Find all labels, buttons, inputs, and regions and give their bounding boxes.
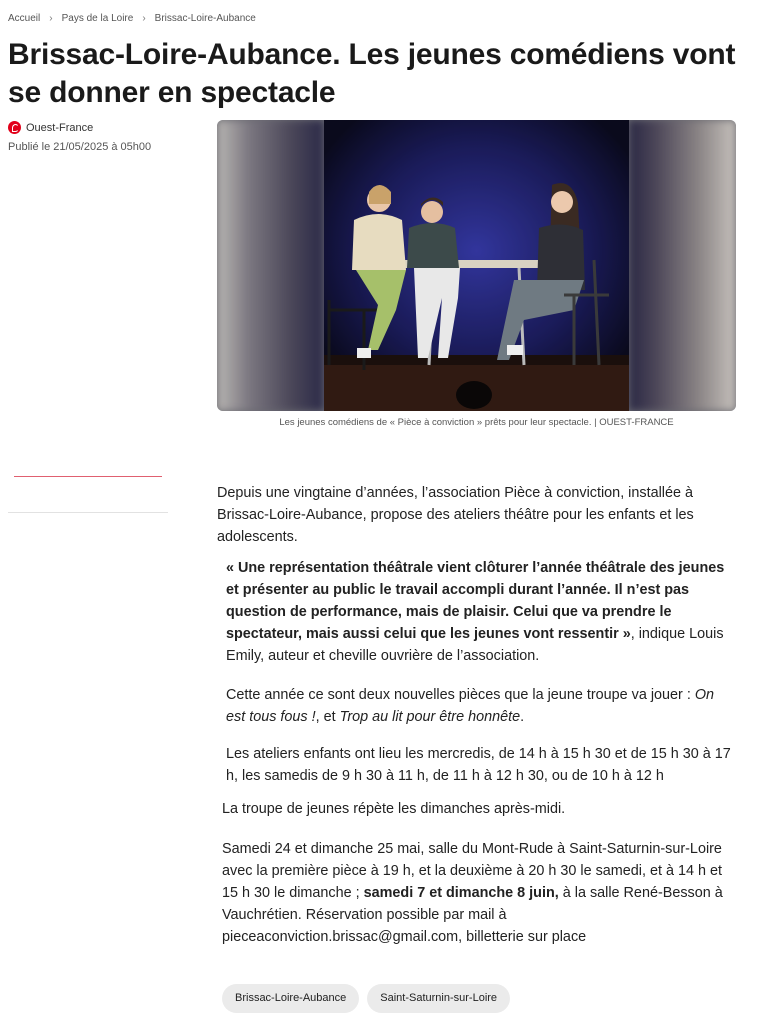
page-title: Brissac-Loire-Aubance. Les jeunes comédiens vont se donner en spectacle [8,38,736,109]
ouest-france-logo-icon [8,121,21,134]
play-title-1: On est tous fous ! [226,687,715,725]
dates-bold: samedi 7 et dimanche 8 juin, [363,885,559,901]
stage-photo [324,120,629,411]
dates-start: Samedi 24 et dimanche 25 mai, salle du Mont-Rude à Saint-Saturnin-sur-Loire avec la première pièce à 19 h, et la deuxième à 20 h 30 le samedi, et à 14 h et 15 h 30 le dimanche ; [222,841,722,901]
article-paragraph-schedule: Les ateliers enfants ont lieu les mercredis, de 14 h à 15 h 30 et de 15 h 30 à 17 h, les samedis de 9 h 30 à 11 h, de 11 h à 12 h 30, ou de 10 h à 12 h [226,746,731,784]
breadcrumb-region-link[interactable]: Pays de la Loire [61,13,134,24]
plays-intro: Cette année ce sont deux nouvelles pièces que la jeune troupe va jouer : [226,687,695,703]
sidebar-divider [8,512,168,513]
play-title-2: Trop au lit pour être honnête [339,709,521,725]
plays-end: . [520,709,525,725]
breadcrumb-city-link[interactable]: Brissac-Loire-Aubance [154,13,256,24]
tag-saint-saturnin-sur-loire[interactable]: Saint-Saturnin-sur-Loire [367,984,510,1013]
audience-head-silhouette [456,381,492,409]
tag-list [222,984,510,1013]
plays-connector: , et [315,709,340,725]
breadcrumb [8,13,256,24]
photo-blur-right [629,120,736,411]
article-paragraph-intro: Depuis une vingtaine d’années, l’association Pièce à conviction, installée à Brissac-Loire-Aubance, propose des ateliers théâtre pour les enfants et les adolescents. [217,485,694,545]
quote-attribution: , indique Louis Emily, auteur et cheville ouvrière de l’association. [226,626,724,664]
chevron-right-icon: › [142,13,146,24]
dates-end: à la salle René-Besson à Vauchrétien. Réservation possible par mail à pieceaconviction.brissac@gmail.com, billetterie sur place [222,885,723,945]
photo-caption: Les jeunes comédiens de « Pièce à conviction » prêts pour leur spectacle. | OUEST-FRANCE [279,417,674,428]
photo-blur-left [217,120,324,411]
publish-date: Publié le 21/05/2025 à 05h00 [8,141,152,153]
article-paragraph-rehearsal: La troupe de jeunes répète les dimanches après-midi. [222,801,566,817]
article-paragraph-plays [226,684,736,728]
sidebar-divider-accent [14,476,162,477]
article-photo[interactable] [217,120,736,411]
source-name: Ouest-France [26,121,94,134]
article-quote [226,557,736,667]
chevron-right-icon: › [49,13,53,24]
quote-text: « Une représentation théâtrale vient clôturer l’année théâtrale des jeunes et présenter au public le travail accompli durant l’année. Il n’est pas question de performance, mais de plaisir. Celui que va prendre le spectateur, mais aussi celui que les jeunes vont ressentir » [226,560,725,642]
article-paragraph-dates [222,838,738,948]
tag-brissac-loire-aubance[interactable]: Brissac-Loire-Aubance [222,984,359,1013]
breadcrumb-home-link[interactable]: Accueil [8,13,41,24]
source-byline[interactable] [8,121,93,134]
